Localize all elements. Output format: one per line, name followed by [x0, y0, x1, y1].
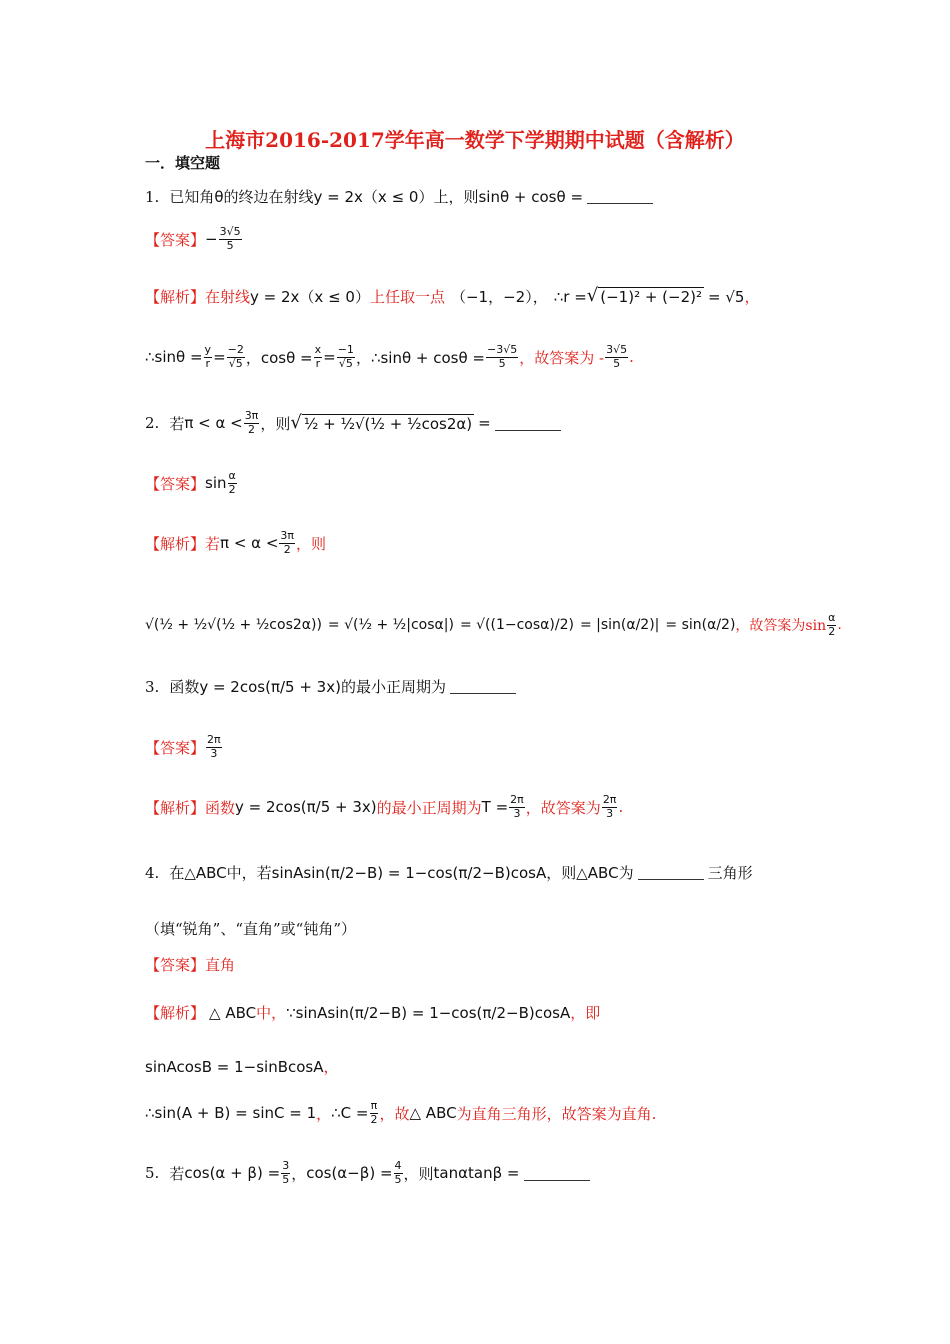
question-4: 4. 在 △ABC 中，若 sinAsin(π/2−B) = 1−cos(π/2−B)cosA ，则 △ABC 为 三角形: [145, 863, 753, 882]
answer-blank: [450, 679, 516, 694]
question-1: 1. 已知角 θ 的终边在射线 y = 2x（x ≤ 0） 上，则 sinθ + cosθ =: [145, 186, 653, 207]
analysis-3: 【解析】 函数 y = 2cos(π/5 + 3x) 的最小正周期为 T = $\frac{2\pi}{3}$ ，故答案为 $\frac{2\pi}{3}$ .: [145, 793, 624, 820]
answer-blank: [495, 416, 561, 431]
document-title: 上海市2016-2017学年高一数学下学期期中试题（含解析）: [205, 128, 745, 152]
analysis-4a: 【解析】 △ ABC 中， ∵sinAsin(π/2−B) = 1−cos(π/2−B)cosA ，即: [145, 1003, 601, 1022]
question-number: 1.: [145, 187, 160, 206]
answer-blank: [524, 1166, 590, 1181]
answer-4: 【答案】 直角: [145, 956, 236, 974]
analysis-4b: sinAcosB = 1−sinBcosA ，: [145, 1057, 339, 1076]
analysis-1b: ∴sinθ = $\frac{y}{r}$ = $\frac{-2}{√5}$ ，cosθ = $\frac{x}{r}$ = $\frac{-1}{√5}$ ，∴sinθ + cosθ = $\frac{-3√5}{5}$ ，故答案为 - $\frac{3√5}{5}$ .: [145, 343, 634, 370]
analysis-tag: 【解析】: [145, 288, 206, 306]
answer-blank: [587, 189, 653, 204]
answer-3: 【答案】 $\frac{2\pi}{3}$: [145, 733, 221, 760]
analysis-4c: ∴sin(A + B) = sinC = 1 ， ∴C = $\frac{\pi}{2}$ ，故 △ ABC 为直角三角形，故答案为直角.: [145, 1099, 657, 1126]
analysis-2a: 【解析】 若 π < α < $\frac{3\pi}{2}$ ，则: [145, 529, 327, 556]
answer-1: 【答案】 − $\frac{3√5}{5}$: [145, 225, 241, 252]
question-4-hint: （填“锐角”、“直角”或“钝角”）: [145, 920, 357, 938]
question-5: 5. 若 cos(α + β) = $\frac{3}{5}$ ， cos(α−β) = $\frac{4}{5}$ ，则 tanαtanβ =: [145, 1160, 590, 1186]
square-root: √ ½ + ½√(½ + ½cos2α): [290, 411, 473, 433]
question-3: 3. 函数 y = 2cos(π/5 + 3x) 的最小正周期为: [145, 676, 516, 697]
question-2: 2. 若 π < α < $\frac{3\pi}{2}$ ，则 √ ½ + ½√(½ + ½cos2α) =: [145, 410, 561, 436]
fraction: $\frac{3√5}{5}$: [219, 225, 241, 252]
answer-tag: 【答案】: [145, 230, 206, 249]
section-heading: 一．填空题: [145, 154, 221, 172]
analysis-2b: √(½ + ½√(½ + ½cos2α)) = √(½ + ½|cosα|) = √((1−cosα)/2) = |sin(α/2)| = sin(α/2) ，故答案为sin $\frac{\alpha}{2}$ .: [145, 611, 842, 638]
answer-blank: [638, 865, 704, 880]
question-number: 5.: [145, 1164, 160, 1183]
square-root: √ (−1)² + (−2)²: [586, 285, 703, 306]
analysis-1a: 【解析】 在射线 y = 2x（x ≤ 0） 上任取一点 （−1，−2）， ∴r = √ (−1)² + (−2)² = √5 ，: [145, 285, 760, 306]
question-number: 3.: [145, 677, 160, 696]
question-number: 4.: [145, 863, 160, 882]
answer-2: 【答案】 sin $\frac{\alpha}{2}$: [145, 469, 236, 496]
question-number: 2.: [145, 414, 160, 433]
